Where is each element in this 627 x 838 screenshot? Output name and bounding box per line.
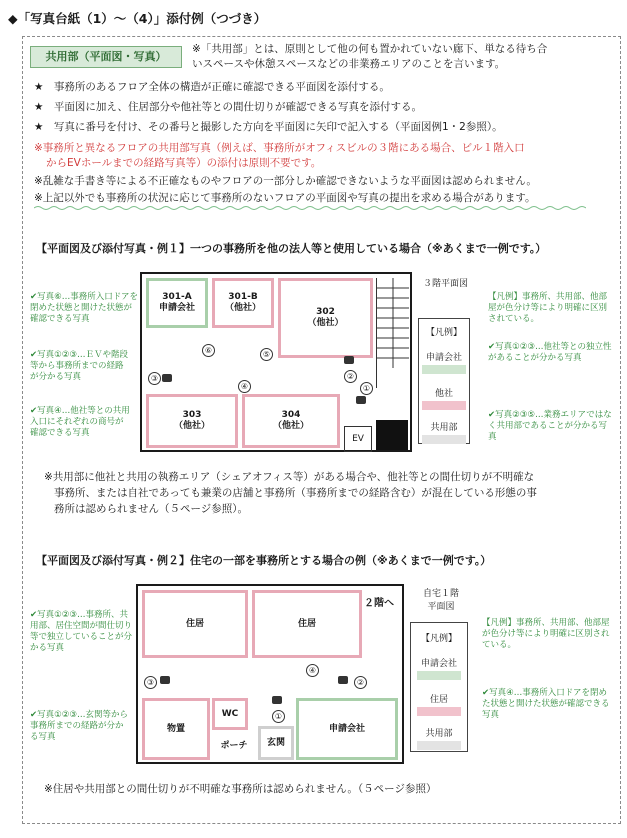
legend-common: 共用部 bbox=[430, 423, 458, 433]
wavy-underline bbox=[34, 205, 586, 211]
photo-marker-2: ② bbox=[344, 370, 357, 383]
example1-title: 【平面図及び添付写真・例１】一つの事務所を他の法人等と使用している場合（※あくまで一例です。） bbox=[36, 242, 547, 255]
ex2-left-note-1: ✔写真①②③…事務所、共用部、居住空間が間仕切り等で独立していることが分かる写真 bbox=[30, 610, 133, 653]
ex1-foot-1: ※共用部に他社と共用の執務エリア（シェアオフィス等）がある場合や、他社等との間仕切りが不明確な bbox=[44, 471, 535, 483]
porch: ポーチ bbox=[220, 741, 248, 751]
legend-applicant: 申請会社 bbox=[425, 353, 462, 363]
photo-marker-2: ② bbox=[354, 676, 367, 689]
legend-applicant: 申請会社 bbox=[420, 659, 457, 669]
legend-title: 【凡例】 bbox=[425, 328, 462, 338]
legend-swatch-green bbox=[422, 365, 466, 374]
elevator: EV bbox=[344, 426, 372, 452]
photo-marker-3: ③ bbox=[144, 676, 157, 689]
ex1-left-note-2: ✔写真①②③…ＥＶや階段等から事務所までの経路が分かる写真 bbox=[30, 350, 128, 382]
photo-marker-1: ① bbox=[272, 710, 285, 723]
legend-swatch-pink bbox=[417, 707, 461, 716]
ex1-right-note-1: 【凡例】事務所、共用部、他部屋が色分け等により明確に区別されている。 bbox=[488, 292, 608, 324]
stairs bbox=[376, 278, 409, 388]
definition-line-1: ※「共用部」とは、原則として他の何も置かれていない廊下、単なる待ち合 bbox=[192, 43, 548, 55]
room-residence-1: 住居 bbox=[142, 590, 248, 658]
legend-swatch-green bbox=[417, 671, 461, 680]
camera-icon bbox=[272, 696, 282, 704]
example2-floor-plan bbox=[136, 584, 404, 764]
room-302: 302 （他社） bbox=[278, 278, 373, 358]
legend-residence: 住居 bbox=[429, 695, 448, 705]
example2-legend bbox=[410, 622, 468, 752]
ex1-right-note-2: ✔写真①②③…他社等との独立性があることが分かる写真 bbox=[488, 342, 612, 363]
note-2: ※乱雑な手書き等による不正確なものやフロアの一部分しか確認できないような平面図は認められません。 bbox=[34, 175, 537, 187]
common-area-chip: 共用部（平面図・写真） bbox=[30, 46, 182, 68]
photo-marker-3: ③ bbox=[148, 372, 161, 385]
common-area-definition bbox=[192, 42, 612, 72]
stairs-up-label: ２階へ bbox=[364, 598, 394, 609]
camera-icon bbox=[356, 396, 366, 404]
photo-marker-5: ⑤ bbox=[260, 348, 273, 361]
example1-floor-plan bbox=[140, 272, 412, 452]
room-residence-2: 住居 bbox=[252, 590, 362, 658]
definition-line-2: いスペースや休憩スペースなどの非業務エリアのことを言います。 bbox=[192, 58, 506, 70]
ex1-left-note-1: ✔写真⑥…事務所入口ドアを閉めた状態と開けた状態が確認できる写真 bbox=[30, 292, 138, 324]
room-applicant-office: 申請会社 bbox=[296, 698, 398, 760]
example1-legend bbox=[418, 318, 470, 444]
photo-marker-6: ⑥ bbox=[202, 344, 215, 357]
bullet-2: ★ 平面図に加え、住居部分や他社等との間仕切りが確認できる写真を添付する。 bbox=[34, 101, 423, 113]
photo-marker-1: ① bbox=[360, 382, 373, 395]
ex2-foot: ※住居や共用部との間仕切りが不明確な事務所は認められません。（５ページ参照） bbox=[44, 783, 437, 795]
note-3: ※上記以外でも事務所の状況に応じて事務所のないフロアの平面図や写真の提出を求める場合があります。 bbox=[34, 192, 536, 204]
legend-swatch-pink bbox=[422, 401, 466, 410]
bullet-1: ★ 事務所のあるフロア全体の構造が正確に確認できる平面図を添付する。 bbox=[34, 81, 390, 93]
room-303: 303 （他社） bbox=[146, 394, 238, 448]
room-304: 304 （他社） bbox=[242, 394, 340, 448]
page-header: ◆「写真台紙（1）～（4）」添付例（つづき） bbox=[8, 11, 267, 26]
stairs-lines bbox=[377, 278, 409, 388]
room-301a: 301-A 申請会社 bbox=[146, 278, 208, 328]
entrance: 玄関 bbox=[258, 726, 294, 760]
ex1-left-note-3: ✔写真④…他社等との共用入口にそれぞれの商号が確認できる写真 bbox=[30, 406, 130, 438]
elevator-shaft bbox=[376, 420, 408, 450]
photo-marker-4: ④ bbox=[238, 380, 251, 393]
camera-icon bbox=[162, 374, 172, 382]
room-wc: WC bbox=[212, 698, 248, 730]
legend-title: 【凡例】 bbox=[420, 634, 457, 644]
example2-title: 【平面図及び添付写真・例２】住宅の一部を事務所とする場合の例（※あくまで一例です。） bbox=[36, 554, 492, 567]
legend-other: 他社 bbox=[434, 389, 453, 399]
red-note-1: ※事務所と異なるフロアの共用部写真（例えば、事務所がオフィスビルの３階にある場合、ビル１階入口 bbox=[34, 142, 525, 154]
camera-icon bbox=[344, 356, 354, 364]
legend-common: 共用部 bbox=[425, 729, 453, 739]
red-note-2: からEVホールまでの経路写真等）の添付は原則不要です。 bbox=[46, 157, 322, 169]
ex1-foot-3: 務所は認められません（５ページ参照）。 bbox=[54, 503, 249, 515]
ex1-foot-2: 事務所、または自社であっても兼業の店舗と事務所（事務所までの経路含む）が混在している形態の事 bbox=[54, 487, 537, 499]
camera-icon bbox=[338, 676, 348, 684]
room-storage: 物置 bbox=[142, 698, 210, 760]
legend-swatch-gray bbox=[417, 741, 461, 750]
ex2-right-note-1: 【凡例】事務所、共用部、他部屋が色分け等により明確に区別されている。 bbox=[482, 618, 610, 650]
legend-swatch-gray bbox=[422, 435, 466, 444]
ex2-left-note-2: ✔写真①②③…玄関等から事務所までの経路が分かる写真 bbox=[30, 710, 128, 742]
room-301b: 301-B （他社） bbox=[212, 278, 274, 328]
photo-marker-4: ④ bbox=[306, 664, 319, 677]
example1-floor-label: ３階平面図 bbox=[423, 279, 469, 289]
bullet-3: ★ 写真に番号を付け、その番号と撮影した方向を平面図に矢印で記入する（平面図例1・2参照）。 bbox=[34, 121, 503, 133]
camera-icon bbox=[160, 676, 170, 684]
ex1-right-note-3: ✔写真②③⑤…業務エリアではなく共用部であることが分かる写真 bbox=[488, 410, 612, 442]
example2-floor-label: 自宅１階 平面図 bbox=[422, 589, 459, 612]
ex2-right-note-2: ✔写真④…事務所入口ドアを閉めた状態と開けた状態が確認できる写真 bbox=[482, 688, 610, 720]
